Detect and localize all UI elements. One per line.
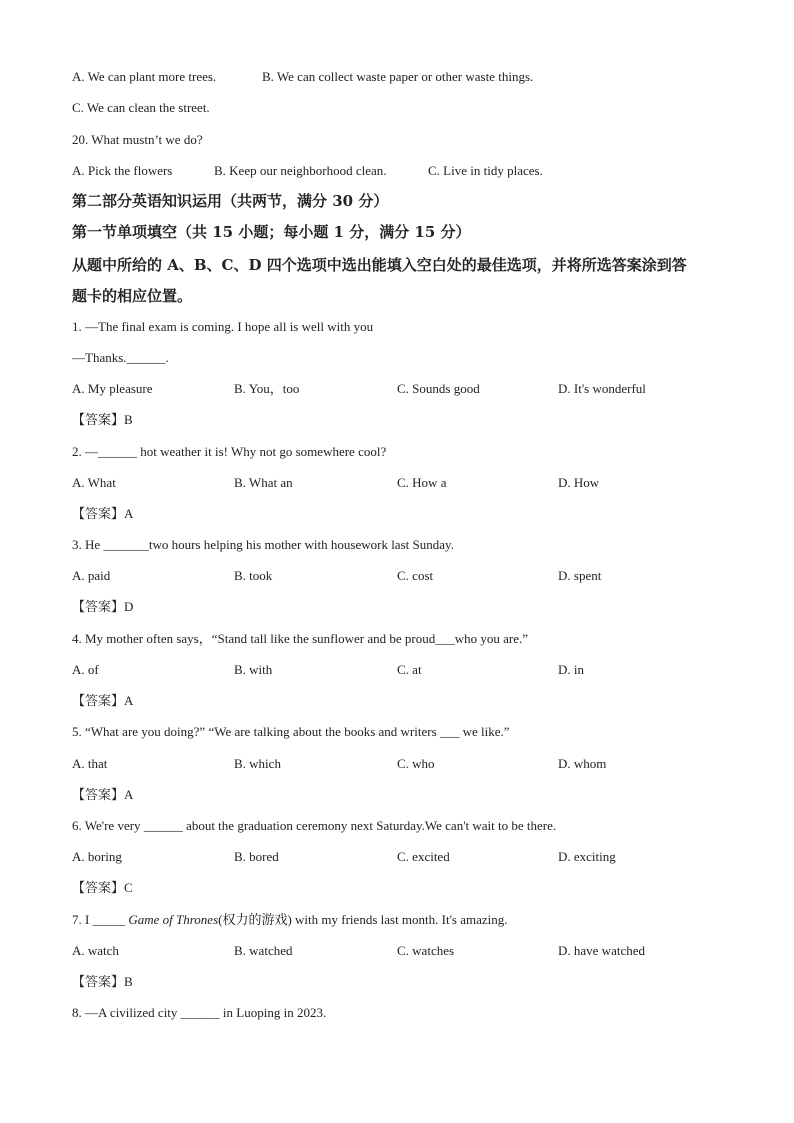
q2-stem: 2. —______ hot weather it is! Why not go somewhere cool? — [72, 444, 387, 459]
q5-option-c: C. who — [397, 756, 435, 771]
instruction-line-1: 从题中所给的 A、B、C、D 四个选项中选出能填入空白处的最佳选项，并将所选答案涂到答 — [72, 256, 687, 274]
instruction-line-2: 题卡的相应位置。 — [72, 287, 193, 305]
q5-answer — [72, 787, 133, 803]
q3-option-d: D. spent — [558, 568, 602, 583]
q6-option-b: B. bored — [234, 849, 279, 864]
q20-option-c: C. Live in tidy places. — [428, 163, 543, 178]
q1-option-a: A. My pleasure — [72, 381, 153, 396]
q2-option-a: A. What — [72, 475, 116, 490]
q7-option-c: C. watches — [397, 943, 455, 958]
answer-label: 【答案】 — [72, 693, 125, 708]
q19-option-b: B. We can collect waste paper or other waste things. — [262, 69, 534, 84]
answer-label: 【答案】 — [72, 787, 125, 802]
q7-stem-title: Game of Thrones — [128, 912, 219, 927]
answer-value: D — [124, 599, 134, 614]
q1-answer — [72, 412, 133, 428]
q1-option-c: C. Sounds good — [397, 381, 480, 396]
q5-option-a: A. that — [72, 756, 108, 771]
q4-answer — [72, 693, 133, 709]
q6-answer — [72, 880, 133, 896]
q6-option-c: C. excited — [397, 849, 450, 864]
q6-option-d: D. exciting — [558, 849, 616, 864]
answer-label: 【答案】 — [72, 974, 125, 989]
q4-option-c: C. at — [397, 662, 422, 677]
q3-option-b: B. took — [234, 568, 273, 583]
q1-stem-reply: —Thanks.______. — [72, 350, 169, 365]
q20-option-b: B. Keep our neighborhood clean. — [214, 163, 387, 178]
q20-option-a: A. Pick the flowers — [72, 163, 173, 178]
answer-value: B — [124, 974, 133, 989]
q7-option-a: A. watch — [72, 943, 119, 958]
q19-option-c: C. We can clean the street. — [72, 100, 210, 115]
q7-option-b: B. watched — [234, 943, 293, 958]
q3-stem: 3. He _______two hours helping his mother with housework last Sunday. — [72, 537, 454, 552]
q7-stem-post: (权力的游戏) with my friends last month. It's amazing. — [218, 912, 508, 927]
q7-option-d: D. have watched — [558, 943, 645, 958]
answer-label: 【答案】 — [72, 506, 125, 521]
q4-option-b: B. with — [234, 662, 273, 677]
q2-option-d: D. How — [558, 475, 600, 490]
q3-option-c: C. cost — [397, 568, 434, 583]
q2-option-b: B. What an — [234, 475, 293, 490]
q19-option-a: A. We can plant more trees. — [72, 69, 217, 84]
answer-value: A — [124, 506, 134, 521]
q7-stem — [72, 912, 508, 928]
q2-answer — [72, 506, 133, 522]
q1-option-d: D. It's wonderful — [558, 381, 646, 396]
answer-label: 【答案】 — [72, 412, 125, 427]
q5-option-b: B. which — [234, 756, 281, 771]
q5-stem: 5. “What are you doing?” “We are talking about the books and writers ___ we like.” — [72, 724, 510, 739]
q2-option-c: C. How a — [397, 475, 447, 490]
q7-answer — [72, 974, 133, 990]
sub-title: 第一节单项填空（共 15 小题；每小题 1 分，满分 15 分） — [72, 223, 471, 241]
q4-stem: 4. My mother often says，“Stand tall like the sunflower and be proud___who you are.” — [72, 631, 528, 646]
answer-label: 【答案】 — [72, 880, 125, 895]
q1-stem: 1. —The final exam is coming. I hope all is well with you — [72, 319, 374, 334]
q3-option-a: A. paid — [72, 568, 111, 583]
q4-option-d: D. in — [558, 662, 584, 677]
q6-stem: 6. We're very ______ about the graduation ceremony next Saturday.We can't wait to be there. — [72, 818, 557, 833]
answer-value: A — [124, 787, 134, 802]
q5-option-d: D. whom — [558, 756, 607, 771]
q8-stem: 8. —A civilized city ______ in Luoping in 2023. — [72, 1005, 327, 1020]
answer-label: 【答案】 — [72, 599, 125, 614]
q1-option-b: B. You，too — [234, 381, 300, 396]
answer-value: B — [124, 412, 133, 427]
answer-value: C — [124, 880, 133, 895]
q4-option-a: A. of — [72, 662, 99, 677]
q6-option-a: A. boring — [72, 849, 122, 864]
part-title: 第二部分英语知识运用（共两节，满分 30 分） — [72, 192, 389, 210]
q3-answer — [72, 599, 133, 615]
answer-value: A — [124, 693, 134, 708]
q20-stem: 20. What mustn’t we do? — [72, 132, 203, 147]
q7-stem-pre: 7. I _____ — [72, 912, 129, 927]
